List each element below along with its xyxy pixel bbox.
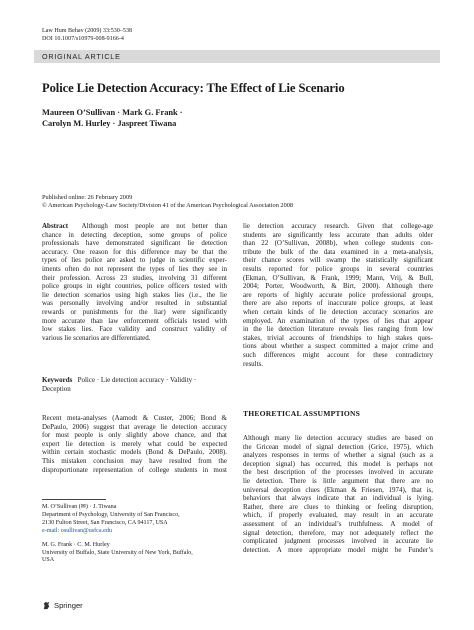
affiliation-line: M. G. Frank · C. M. Hurley <box>42 541 110 548</box>
body-line: which, if properly evaluated, may result in an accurate <box>243 511 433 520</box>
affiliation-line: M. O’Sullivan (✉) · J. Tiwana <box>42 504 117 510</box>
keywords-line: Deception <box>42 384 71 393</box>
body-line: results reported for police groups in several countries <box>243 264 433 273</box>
journal-header <box>42 27 132 43</box>
abstract-text: Although most people are not better than <box>81 222 227 230</box>
body-line: assessment of an individual’s truthfulness. A model of <box>243 519 433 528</box>
body-line: analyzes responses in terms of whether a signal (such as a <box>243 451 433 460</box>
keywords <box>42 376 227 393</box>
abstract-line: lie detection scenarios using high stakes lies (i.e., the lie <box>42 290 227 299</box>
abstract-line: low stakes lies. Face validity and construct validity of <box>42 325 227 334</box>
body-line: students are significantly less accurate than adults older <box>243 230 433 239</box>
keywords-line <box>42 376 227 385</box>
body-line: signal detection, therefore, may not adequately reflect the <box>243 528 433 537</box>
body-line: tribute the bulk of the data examined in a meta-analysis, <box>243 247 433 256</box>
abstract-line: was personally involving and/or resulted in substantial <box>42 299 227 308</box>
keywords-label: Keywords <box>42 376 73 384</box>
abstract-line: professionals have demonstrated significant lie detection <box>42 239 227 248</box>
affiliation-line: USA <box>42 557 55 564</box>
intro-line: This mistaken conclusion may have resulted from the <box>42 456 227 465</box>
author-line: Carolyn M. Hurley · Jaspreet Tiwana <box>42 119 177 128</box>
section-body <box>243 434 433 554</box>
body-line: tions about whether a suspect committed a major crime and <box>243 342 433 351</box>
abstract <box>42 222 227 342</box>
author-line: Maureen O’Sullivan · Mark G. Frank · <box>42 108 183 117</box>
abstract-line: police groups in eight countries, police officers tested with <box>42 282 227 291</box>
abstract-line: types of lies police are asked to judge in scientific exper- <box>42 256 227 265</box>
abstract-label: Abstract <box>42 222 69 230</box>
copyright-notice: © American Psychology-Law Society/Division 41 of the American Psychological Association 2008 <box>42 202 294 209</box>
intro-line: Recent meta-analyses (Aamodt & Custer, 2006; Bond & <box>42 414 227 422</box>
journal-doi: DOI 10.1007/s10979-008-9166-4 <box>42 36 124 42</box>
body-line: the Gricean model of signal detection (Grice, 1975), which <box>243 442 433 451</box>
publication-info <box>42 194 293 210</box>
author-email-link[interactable]: e-mail: osullivan@usfca.edu <box>42 527 112 534</box>
body-line: (Ekman, O’Sullivan, & Frank, 1999; Mann, Vrij, & Bull, <box>243 273 433 282</box>
author-list <box>42 107 183 129</box>
abstract-line: rewards or punishments for the liar) were significantly <box>42 307 227 316</box>
section-heading: THEORETICAL ASSUMPTIONS <box>243 409 361 418</box>
body-line: deception signal) has occurred, this model is perhaps not <box>243 459 433 468</box>
body-line: their chance scores will swamp the statistically significant <box>243 256 433 265</box>
article-type-band <box>34 50 440 63</box>
keywords-text: Police · Lie detection accuracy · Validity · <box>77 376 197 384</box>
body-line: than 22 (O’Sullivan, 2008b), when college students con- <box>243 239 433 248</box>
abstract-line: various lie scenarios are differentiated. <box>42 333 151 342</box>
body-line: there are also reports of inaccurate police groups, at least <box>243 299 433 308</box>
body-line: are reports of highly accurate police professional groups, <box>243 290 433 299</box>
article-type-label: ORIGINAL ARTICLE <box>42 52 121 61</box>
body-line: such differences might account for these contradictory <box>243 350 433 359</box>
intro-line: within certain stochastic models (Bond & DePaulo, 2008). <box>42 448 227 457</box>
springer-horse-icon <box>42 601 51 610</box>
intro-line: for most people is only slightly above chance, and that <box>42 431 227 440</box>
article-title: Police Lie Detection Accuracy: The Effect of Lie Scenario <box>42 81 345 95</box>
abstract-line: iments often do not represent the types of lies they see in <box>42 264 227 273</box>
body-line: employed. An examination of the types of lies that appear <box>243 316 433 325</box>
intro-line: expert lie detection is merely what could be expected <box>42 439 227 448</box>
body-line: behaviors that always indicate that an individual is lying. <box>243 494 433 503</box>
abstract-line: more accurate than law enforcement officials tested with <box>42 316 227 325</box>
body-line: Although many lie detection accuracy studies are based on <box>243 434 433 442</box>
journal-citation: Law Hum Behav (2009) 33:530–538 <box>42 28 133 34</box>
abstract-line <box>42 222 227 231</box>
body-line: detection. A more appropriate model might be Funder’s <box>243 545 433 554</box>
affiliation-line: 2130 Fulton Street, San Francisco, CA 94117, USA <box>42 519 168 526</box>
published-date: Published online: 26 February 2009 <box>42 194 133 201</box>
intro-line: disproportionate representation of college students in most <box>42 465 227 474</box>
body-line: Rather, there are clues to thinking or feeling disruption, <box>243 502 433 511</box>
body-line: lie detection. There is little argument that there are no <box>243 476 433 485</box>
intro-line: DePaulo, 2006) suggest that average lie detection accuracy <box>42 422 227 431</box>
right-column-text <box>243 222 433 368</box>
abstract-line: their profession. Across 23 studies, involving 31 different <box>42 273 227 282</box>
abstract-line: accuracy. One reason for this difference may be that the <box>42 247 227 256</box>
affiliation-line: Department of Psychology, University of San Francisco, <box>42 511 180 518</box>
author-affiliations <box>42 504 193 565</box>
body-line: when certain kinds of lie detection accuracy scenarios are <box>243 307 433 316</box>
body-line: 2004; Porter, Woodworth, & Birt, 2000). Although there <box>243 282 433 291</box>
affiliation-line: University of Buffalo, State University of New York, Buffalo, <box>42 549 193 556</box>
body-line: in the lie detection literature reveals lies ranging from low <box>243 325 433 334</box>
publisher-name: Springer <box>54 601 83 610</box>
publisher-logo <box>42 601 83 610</box>
footnote-divider <box>42 499 106 500</box>
body-line: complicated judgment processes involved in accurate lie <box>243 537 433 546</box>
body-line: universal deception clues (Ekman & Friesen, 1974), that is, <box>243 485 433 494</box>
body-line: results. <box>243 359 264 368</box>
introduction <box>42 414 227 474</box>
abstract-line: chance in detecting deception, some groups of police <box>42 230 227 239</box>
body-line: the best description of the processes involved in accurate <box>243 468 433 477</box>
body-line: stakes, trivial accounts of friendships to high stakes ques- <box>243 333 433 342</box>
body-line: lie detection accuracy research. Given that college-age <box>243 222 433 230</box>
